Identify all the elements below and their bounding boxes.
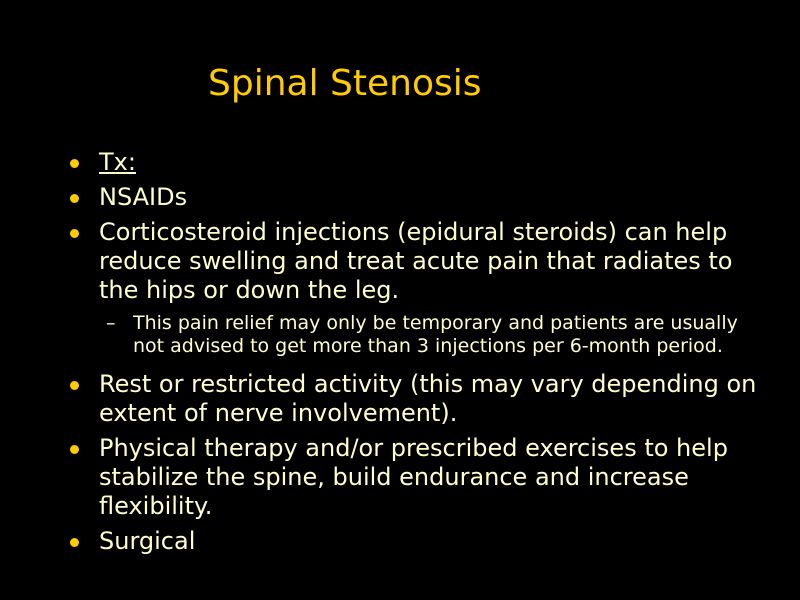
list-item-rest xyxy=(66,370,766,428)
list-item-nsaids xyxy=(66,183,766,212)
bullet-icon xyxy=(70,229,79,238)
list-item-text: Surgical xyxy=(99,527,196,555)
list-item-text: Rest or restricted activity (this may vary depending on extent of nerve involvement). xyxy=(99,370,757,427)
bullet-icon xyxy=(70,159,79,168)
list-item-text: Tx: xyxy=(99,148,136,176)
list-item-physical-therapy xyxy=(66,434,766,521)
bullet-icon xyxy=(70,381,79,390)
list-item-text: Physical therapy and/or prescribed exercises to help stabilize the spine, build endurance and increase flexibility. xyxy=(99,434,728,520)
bullet-icon xyxy=(70,194,79,203)
bullet-list xyxy=(66,148,766,556)
dash-marker: – xyxy=(106,312,116,334)
slide-title: Spinal Stenosis xyxy=(208,63,482,104)
list-item-text: NSAIDs xyxy=(99,183,188,211)
list-item-text: Corticosteroid injections (epidural steroids) can help reduce swelling and treat acute pain that radiates to the hips or down the leg. xyxy=(99,218,733,304)
sub-list-item-text: This pain relief may only be temporary and patients are usually not advised to get more than 3 injections per 6-month period. xyxy=(133,312,738,357)
sub-list-item xyxy=(66,312,766,358)
list-item-tx xyxy=(66,148,766,177)
bullet-icon xyxy=(70,445,79,454)
list-item-surgical xyxy=(66,527,766,556)
list-item-corticosteroid xyxy=(66,218,766,305)
bullet-icon xyxy=(70,538,79,547)
